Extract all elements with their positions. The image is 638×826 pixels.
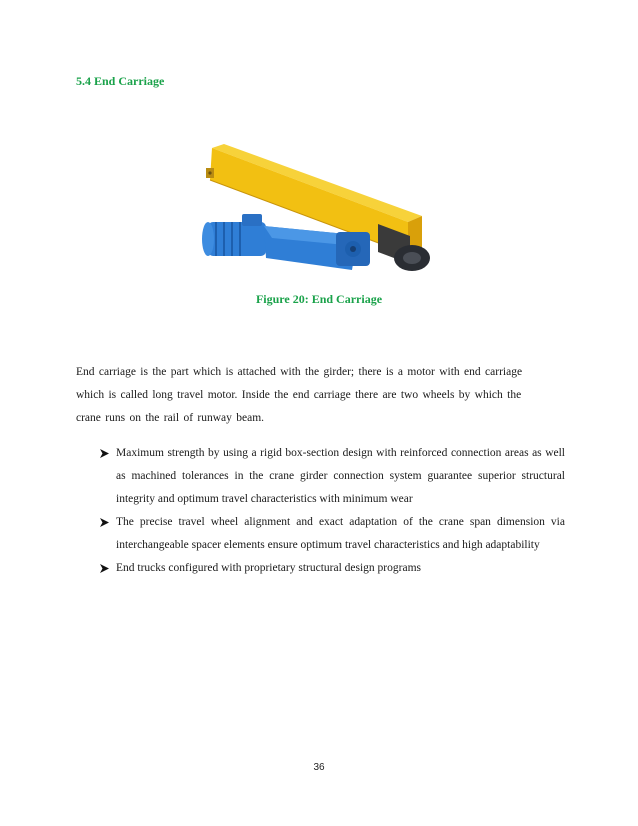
arrowhead-bullet-icon xyxy=(99,517,110,528)
end-carriage-illustration xyxy=(196,142,446,282)
page-number: 36 xyxy=(313,762,325,773)
bullet-item xyxy=(99,557,565,580)
motor-end-cap xyxy=(202,222,214,256)
arrowhead-bullet-icon xyxy=(99,448,110,459)
bullet-text: Maximum strength by using a rigid box-section design with reinforced connection areas as well as machined tolerances in the crane girder connection system guarantee superior structural integrity and optimum travel characteristics with minimum wear xyxy=(116,447,565,505)
bullet-text: End trucks configured with proprietary structural design programs xyxy=(116,562,421,574)
bullet-text: The precise travel wheel alignment and exact adaptation of the crane span dimension via interchangeable spacer elements ensure optimum travel characteristics and high adaptability xyxy=(116,516,565,551)
end-carriage-figure xyxy=(196,142,446,282)
bullet-item xyxy=(99,442,565,511)
bullet-list xyxy=(99,442,565,580)
section-heading: 5.4 End Carriage xyxy=(76,74,165,88)
paragraph-line: which is called long travel motor. Inside the end carriage there are two wheels by which the xyxy=(76,389,522,401)
paragraph-line: End carriage is the part which is attached with the girder; there is a motor with end carriage xyxy=(76,366,523,378)
arrowhead-bullet-icon xyxy=(99,563,110,574)
figure-caption: Figure 20: End Carriage xyxy=(255,292,383,306)
body-paragraph xyxy=(76,361,556,430)
motor-terminal-box xyxy=(242,214,262,226)
paragraph-line: crane runs on the rail of runway beam. xyxy=(76,412,265,424)
bullet-item xyxy=(99,511,565,557)
